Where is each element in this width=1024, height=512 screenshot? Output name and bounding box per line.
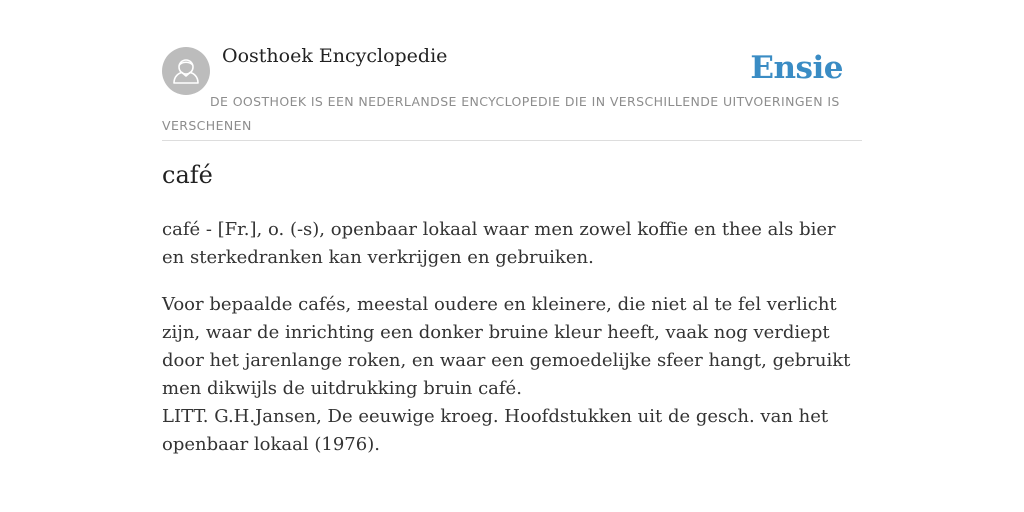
source-header (162, 0, 862, 141)
article-body (162, 216, 862, 478)
source-description: DE OOSTHOEK IS EEN NEDERLANDSE ENCYCLOPEDIE DIE IN VERSCHILLENDE UITVOERINGEN IS VERSCHENEN (162, 94, 840, 133)
article-title: café (162, 161, 213, 189)
article-paragraph (162, 291, 862, 459)
article-explanation: Voor bepaalde cafés, meestal oudere en kleinere, die niet al te fel verlicht zijn, waar de inrichting een donker bruine kleur heeft, vaak nog verdiept door het jarenlange roken, en waar een gemoedelijke sfeer hangt, gebruikt men dikwijls de uitdrukking bruin café. (162, 294, 851, 399)
article-literature: LITT. G.H.Jansen, De eeuwige kroeg. Hoofdstukken uit de gesch. van het openbaar lokaal (1976). (162, 406, 829, 455)
source-title-link[interactable]: Oosthoek Encyclopedie (222, 45, 448, 67)
content-container (162, 0, 862, 455)
user-icon[interactable] (162, 47, 210, 95)
article-definition: café - [Fr.], o. (-s), openbaar lokaal waar men zowel koffie en thee als bier en sterkedranken kan verkrijgen en gebruiken. (162, 219, 836, 268)
brand-logo-link[interactable]: Ensie (750, 50, 843, 86)
